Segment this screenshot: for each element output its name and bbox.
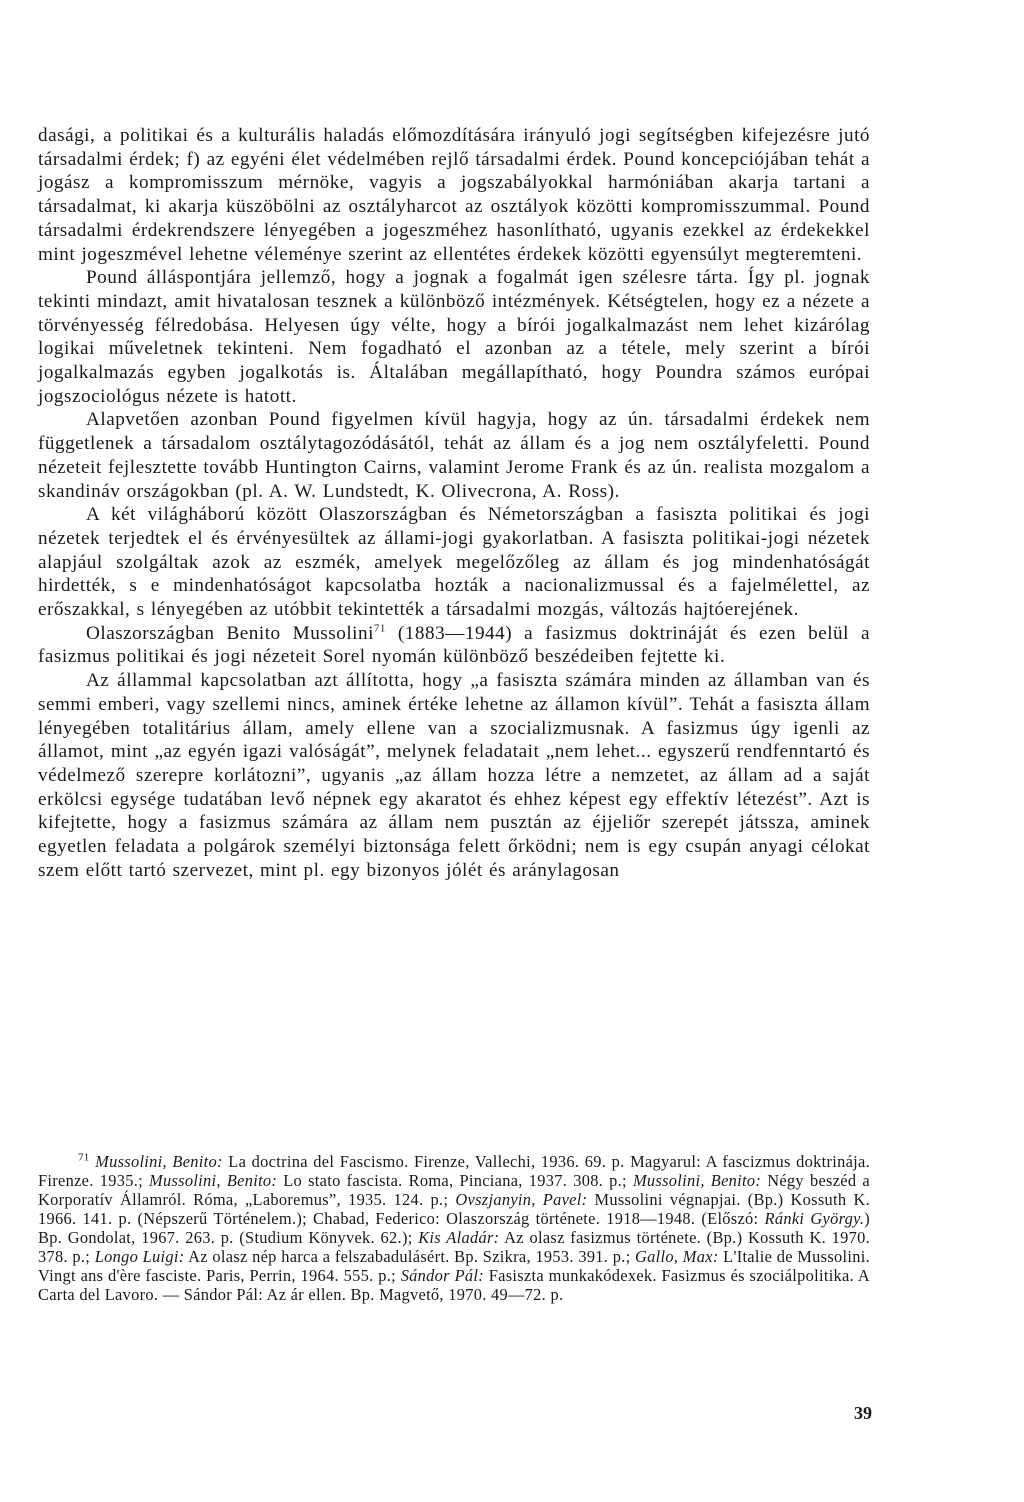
paragraph [38, 622, 870, 669]
footnote-number: 71 [78, 1151, 90, 1164]
book-page [38, 124, 870, 1484]
footnote-text: La doctrina del Fascismo. Firenze, Vallechi, 1936. 69. p. Magyarul: A fascizmus doktrinája. Firenze. 1935.; [38, 1152, 871, 1190]
footnote-author: Gallo, Max: [635, 1247, 719, 1266]
footnote-text: ) Bp. Gondolat, 1967. 263. p. (Studium Könyvek. 62.); [38, 1209, 870, 1247]
main-text [38, 124, 870, 883]
footnote-text: Az olasz fasizmus története. (Bp.) Kossuth K. 1970. 378. p.; [38, 1228, 870, 1266]
footnote-text: L'Italie de Mussolini. Vingt ans d'ère fasciste. Paris, Perrin, 1964. 555. p.; [38, 1247, 870, 1285]
footnote-reference[interactable]: 71 [373, 622, 386, 635]
footnote-text: Fasiszta munkakódexek. Fasizmus és szociálpolitika. A Carta del Lavoro. — Sándor Pál: Az ár ellen. Bp. Magvető, 1970. 49—72. p. [38, 1266, 870, 1304]
footnote-author: Ránki György. [764, 1209, 865, 1228]
paragraph: Alapvetően azonban Pound figyelmen kívül hagyja, hogy az ún. társadalmi érdekek nem függetlenek a társadalom osztálytagozódásától, tehát az állam és a jog nem osztályfeletti. Pound nézeteit fejlesztette tovább Huntington Cairns, valamint Jerome Frank és az ún. realista mozgalom a skandináv országokban (pl. A. W. Lundstedt, K. Olivecrona, A. Ross). [38, 409, 870, 502]
paragraph: A két világháború között Olaszországban és Németországban a fasiszta politikai és jogi nézetek terjedtek el és érvényesültek az állami-jogi gyakorlatban. A fasiszta politikai-jogi nézetek alapjául szolgáltak azok az eszmék, amelyek megelőzőleg az állam és jog mindenhatóságát hirdették, s e mindenhatóságot kapcsolatba hozták a nacionalizmussal és a fajelmélettel, az erőszakkal, s lényegében az utóbbit tekintették a társadalmi mozgás, változás hajtóerejének. [38, 504, 870, 621]
footnote-author: Mussolini, Benito: [632, 1171, 762, 1190]
footnotes [38, 1152, 870, 1304]
footnote-author: Longo Luigi: [94, 1247, 185, 1266]
footnote-text: Négy beszéd a Korporatív Államról. Róma, „Laboremus”, 1935. 124. p.; [38, 1171, 870, 1209]
footnote-text: Mussolini végnapjai. (Bp.) Kossuth K. 1966. 141. p. (Népszerű Történelem.); Chabad, Federico: Olaszország története. 1918—1948. (Előszó: [38, 1190, 871, 1228]
paragraph-text-end: (1883—1944) a fasizmus doktrináját és ezen belül a fasizmus politikai és jogi nézeteit Sorel nyomán különböző beszédeiben fejtette ki. [38, 622, 870, 668]
footnote-author: Mussolini, Benito: [149, 1171, 278, 1190]
footnote-text: Lo stato fascista. Roma, Pinciana, 1937. 308. p.; [277, 1171, 633, 1190]
footnote-text: Az olasz nép harca a felszabadulásért. Bp. Szikra, 1953. 391. p.; [184, 1247, 636, 1266]
page-number: 39 [854, 1403, 872, 1423]
footnote-author: Ovszjanyin, Pavel: [455, 1190, 588, 1209]
paragraph: Pound álláspontjára jellemző, hogy a jognak a fogalmát igen szélesre tárta. Így pl. jognak tekinti mindazt, amit hivatalosan tesznek a különböző intézmények. Kétségtelen, hogy ez a nézete a törvényesség félredobása. Helyesen úgy vélte, hogy a bírói jogalkalmazást nem lehet kizárólag logikai műveletnek tekinteni. Nem fogadható el azonban az a tétele, mely szerint a bírói jogalkalmazás egyben jogalkotás is. Általában megállapítható, hogy Poundra számos európai jogszociológus nézete is hatott. [38, 267, 870, 407]
paragraph: dasági, a politikai és a kulturális haladás előmozdítására irányuló jogi segítségben kifejezésre jutó társadalmi érdek; f) az egyéni élet védelmében rejlő társadalmi érdek. Pound koncepciójában tehát a jogász a kompromisszum mérnöke, vagyis a jogszabályokkal harmóniában akarja tartani a társadalmat, ki akarja küszöbölni az osztályharcot az osztályok közötti kompromisszummal. Pound társadalmi érdekrendszere lényegében a jogeszméhez hasonlítható, ugyanis ezekkel az érdekekkel mint jogeszmével lehetne véleménye szerint az ellentétes érdekek közötti egyensúlyt megteremteni. [38, 125, 870, 265]
footnote-71 [38, 1152, 870, 1304]
footnote-author: Sándor Pál: [400, 1266, 484, 1285]
footnote-author: Kis Aladár: [418, 1228, 500, 1247]
footnote-author: Mussolini, Benito: [95, 1152, 223, 1171]
paragraph: Az állammal kapcsolatban azt állította, hogy „a fasiszta számára minden az államban van és semmi emberi, vagy szellemi nincs, aminek értéke lehetne az államon kívül”. Tehát a fasiszta állam lényegében totalitárius állam, amely ellene van a szocializmusnak. A fasizmus úgy igenli az államot, mint „az egyén igazi valóságát”, melynek feladatait „nem lehet... egyszerű rendfenntartó és védelmező szerepre korlátozni”, ugyanis „az állam hozza létre a nemzetet, az állam ad a saját erkölcsi egysége tudatában levő népnek egy akaratot és ehhez képest egy effektív létezést”. Azt is kifejtette, hogy a fasizmus számára az állam nem pusztán az éjjeliőr szerepét játssza, aminek egyetlen feladata a polgárok személyi biztonsága felett őrködni; nem is egy csupán anyagi célokat szem előtt tartó szervezet, mint pl. egy bizonyos jólét és aránylagosan [38, 670, 870, 881]
paragraph-text-start: Olaszországban Benito Mussolini [86, 622, 374, 644]
footnote-body [38, 1152, 870, 1304]
